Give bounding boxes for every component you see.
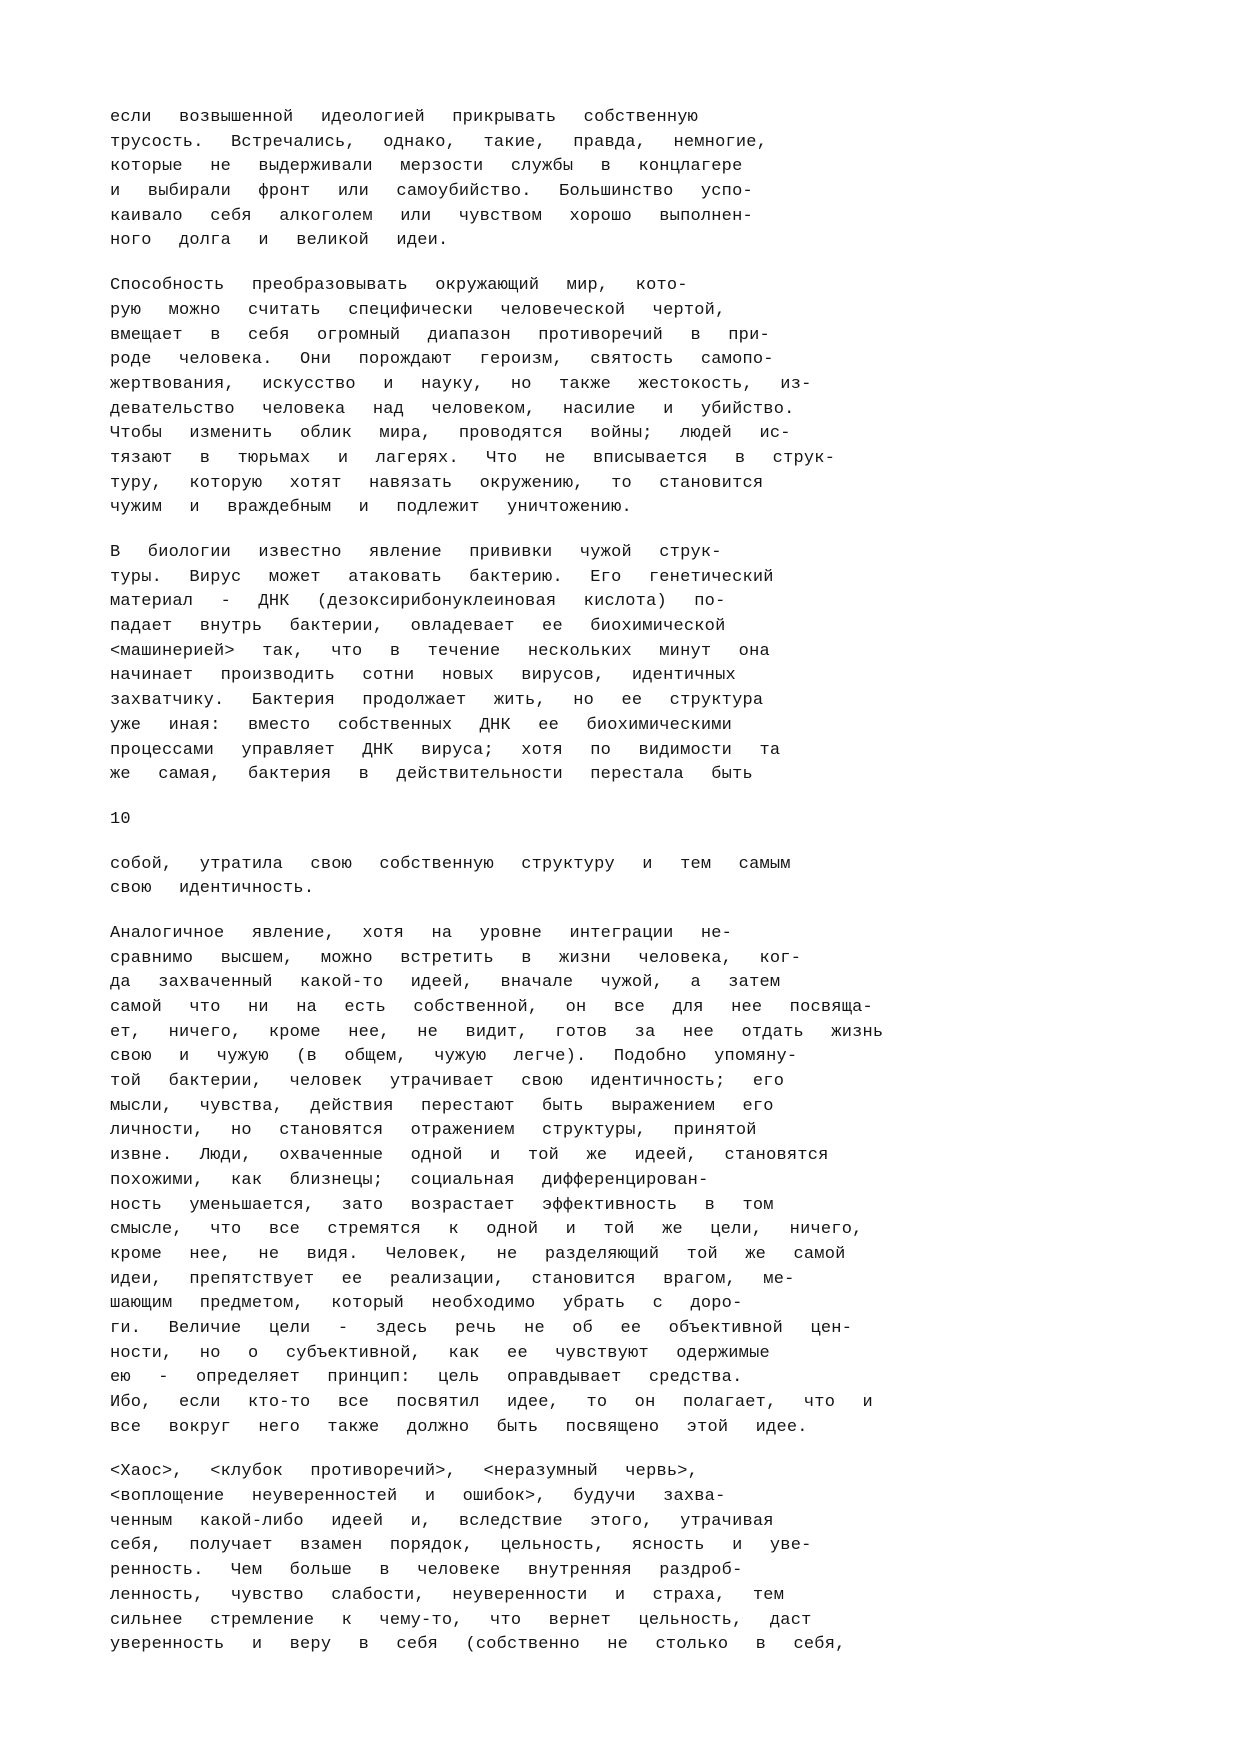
text-line: начинает производить сотни новых вирусов, идентичных (110, 666, 736, 686)
text-line: ренность. Чем больше в человеке внутренняя раздроб- (110, 1561, 743, 1581)
text-line: Ибо, если кто-то все посвятил идее, то он полагает, что и (110, 1393, 873, 1412)
text-line: ность уменьшается, зато возрастает эффективность в том (110, 1195, 774, 1215)
text-line: той бактерии, человек утрачивает свою идентичность; его (110, 1072, 785, 1092)
text-line: <Хаос>, <клубок противоречий>, <неразумный червь>, (110, 1462, 699, 1482)
text-line: ги. Величие цели - здесь речь не об ее объективной цен- (110, 1318, 853, 1338)
text-line: <воплощение неуверенностей и ошибок>, будучи захва- (110, 1487, 726, 1507)
text-line: собой, утратила свою собственную структуру и тем самым (110, 854, 791, 874)
text-line: все вокруг него также должно быть посвящено этой идее. (110, 1417, 808, 1437)
text-line: ного долга и великой идеи. (110, 231, 449, 251)
text-line: роде человека. Они порождают героизм, святость самопо- (110, 350, 774, 370)
text-column (110, 106, 1130, 1658)
text-line: ленность, чувство слабости, неуверенности и страха, тем (110, 1585, 785, 1605)
text-line: Аналогичное явление, хотя на уровне интеграции не- (110, 923, 733, 943)
paragraph-analogous-phenomenon (110, 922, 1130, 1440)
paragraph-ideology (110, 106, 1130, 254)
text-line: мысли, чувства, действия перестают быть выражением его (110, 1096, 774, 1116)
text-line: <машинерией> так, что в течение нескольких минут она (110, 641, 770, 661)
paragraph-transform-world (110, 274, 1130, 521)
text-line: уверенность и веру в себя (собственно не столько в себя, (110, 1635, 846, 1655)
text-line: каивало себя алкоголем или чувством хорошо выполнен- (110, 206, 753, 226)
text-line: шающим предметом, который необходимо убрать с доро- (110, 1294, 743, 1314)
text-line: которые не выдерживали мерзости службы в концлагере (110, 157, 743, 177)
text-line: ченным какой-либо идеей и, вследствие этого, утрачивая (110, 1511, 774, 1531)
text-line: и выбирали фронт или самоубийство. Большинство успо- (110, 182, 753, 202)
paragraph-biology-virus (110, 541, 1130, 788)
text-line: сравнимо высшем, можно встретить в жизни человека, ког- (110, 948, 802, 968)
text-line: свою и чужую (в общем, чужую легче). Подобно упомяну- (110, 1047, 798, 1067)
text-line: туру, которую хотят навязать окружению, то становится (110, 473, 764, 493)
text-line: если возвышенной идеологией прикрывать собственную (110, 108, 699, 127)
text-line: туры. Вирус может атаковать бактерию. Его генетический (110, 567, 774, 587)
text-line: уже иная: вместо собственных ДНК ее биохимическими (110, 715, 733, 735)
text-line: жертвования, искусство и науку, но также жестокость, из- (110, 374, 812, 394)
text-line: чужим и враждебным и подлежит уничтожению. (110, 498, 632, 518)
text-line: рую можно считать специфически человеческой чертой, (110, 300, 726, 320)
text-line: процессами управляет ДНК вируса; хотя по видимости та (110, 740, 781, 760)
text-line: личности, но становятся отражением структуры, принятой (110, 1121, 757, 1141)
text-line: сильнее стремление к чему-то, что вернет цельность, даст (110, 1610, 812, 1630)
text-line: В биологии известно явление прививки чужой струк- (110, 543, 722, 562)
page-number (110, 808, 1130, 833)
text-line: извне. Люди, охваченные одной и той же идеей, становятся (110, 1146, 829, 1166)
text-line: трусость. Встречались, однако, такие, правда, немногие, (110, 132, 768, 152)
text-line: материал - ДНК (дезоксирибонуклеиновая кислота) по- (110, 592, 726, 612)
text-line: ности, но о субъективной, как ее чувствуют одержимые (110, 1343, 770, 1363)
text-line: похожими, как близнецы; социальная дифференцирован- (110, 1170, 709, 1190)
text-line: да захваченный какой-то идеей, вначале чужой, а затем (110, 973, 781, 993)
text-line: падает внутрь бактерии, овладевает ее биохимической (110, 617, 726, 637)
text-line: ею - определяет принцип: цель оправдывает средства. (110, 1368, 743, 1388)
text-line: ет, ничего, кроме нее, не видит, готов за нее отдать жизнь (110, 1022, 884, 1042)
text-line: самой что ни на есть собственной, он все для нее посвяща- (110, 998, 873, 1017)
text-line: же самая, бактерия в действительности перестала быть (110, 765, 753, 785)
paragraph-chaos (110, 1460, 1130, 1658)
text-line: себя, получает взамен порядок, цельность, ясность и уве- (110, 1536, 812, 1556)
text-line: Способность преобразовывать окружающий мир, кото- (110, 276, 688, 296)
text-line: идеи, препятствует ее реализации, становится врагом, ме- (110, 1269, 795, 1289)
text-line: свою идентичность. (110, 879, 315, 899)
text-line: захватчику. Бактерия продолжает жить, но ее структура (110, 691, 764, 711)
text-line: кроме нее, не видя. Человек, не разделяющий той же самой (110, 1244, 846, 1264)
text-line: смысле, что все стремятся к одной и той же цели, ничего, (110, 1220, 863, 1240)
text-line: девательство человека над человеком, насилие и убийство. (110, 399, 795, 419)
paragraph-identity-lost (110, 853, 1130, 902)
text-line: вмещает в себя огромный диапазон противоречий в при- (110, 325, 770, 345)
text-line: тязают в тюрьмах и лагерях. Что не вписывается в струк- (110, 448, 836, 468)
page-number-text: 10 (110, 809, 131, 829)
text-line: Чтобы изменить облик мира, проводятся войны; людей ис- (110, 424, 791, 444)
